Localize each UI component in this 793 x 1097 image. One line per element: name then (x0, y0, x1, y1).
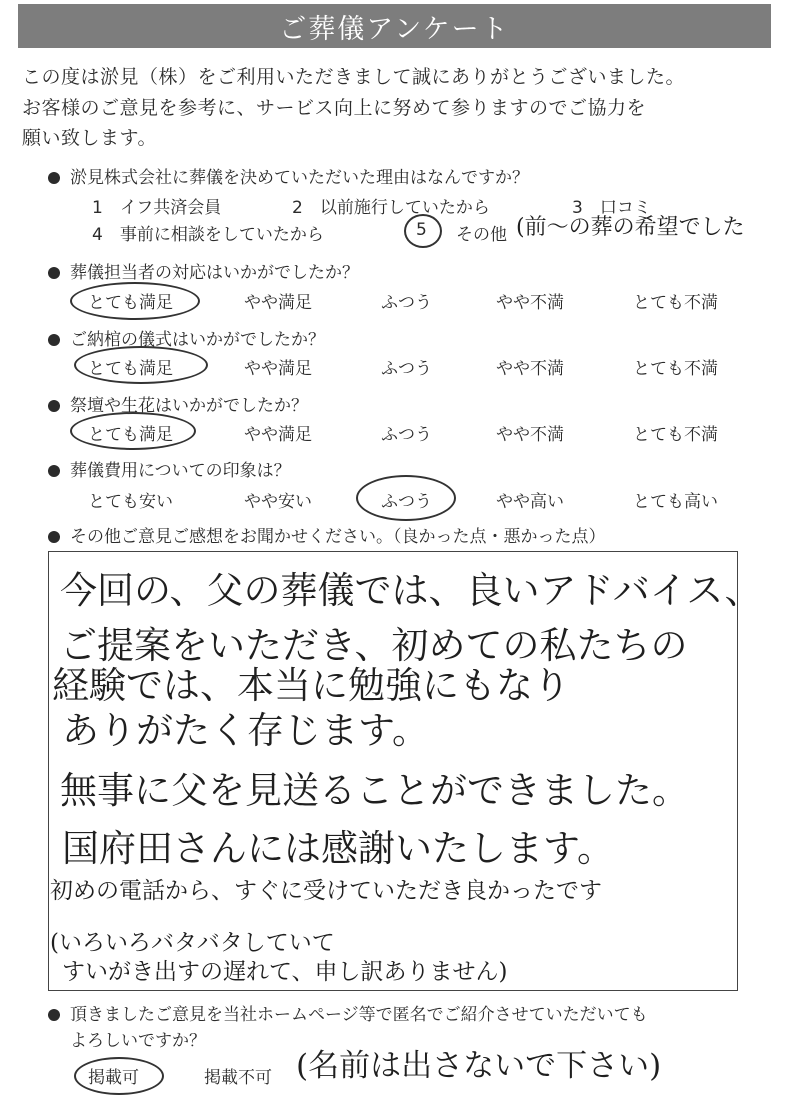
q4-question (48, 391, 308, 416)
q4-option-dissatisfied[interactable]: やや不満 (496, 425, 564, 445)
q4-option-satisfied[interactable]: やや満足 (244, 425, 312, 445)
q3-question (48, 325, 325, 350)
q1-option-1[interactable]: 1 イフ共済会員 (92, 198, 222, 218)
q1-question (48, 163, 529, 188)
q3-option-satisfied[interactable]: やや満足 (244, 359, 312, 379)
intro-line-2: お客様のご意見を参考に、サービス向上に努めて参りますのでご協力を (22, 97, 647, 119)
q5-option-cheap[interactable]: やや安い (244, 492, 312, 512)
bullet-icon (48, 267, 60, 279)
q2-option-neutral[interactable]: ふつう (381, 293, 432, 313)
q1-handwritten-answer: (前～の葬の希望でした (516, 215, 745, 240)
q4-option-neutral[interactable]: ふつう (381, 425, 432, 445)
page-title: ご葬儀アンケート (18, 4, 771, 48)
bullet-icon (48, 400, 60, 412)
q2-question-text: 葬儀担当者の対応はいかがでしたか？ (70, 263, 359, 283)
comment-line-8: (いろいろバタバタしていて (50, 930, 335, 956)
q4-option-very-dissatisfied[interactable]: とても不満 (633, 425, 718, 445)
bullet-icon (48, 1009, 60, 1021)
q5-option-very-cheap[interactable]: とても安い (88, 492, 173, 512)
q5-question (48, 456, 291, 481)
q4-question-text: 祭壇や生花はいかがでしたか？ (70, 396, 308, 416)
comment-line-6: 国府田さんには感謝いたします。 (62, 827, 615, 870)
q4-option-very-satisfied[interactable]: とても満足 (88, 425, 173, 445)
q2-option-very-satisfied[interactable]: とても満足 (88, 293, 173, 313)
comment-line-7: 初めの電話から、すぐに受けていただき良かったです (50, 878, 602, 904)
q7-question-text: 頂きましたご意見を当社ホームページ等で匿名でご紹介させていただいても (70, 1005, 648, 1025)
q7-option-disallow[interactable]: 掲載不可 (204, 1068, 272, 1088)
q7-question-line-2: よろしいですか？ (70, 1031, 206, 1051)
q7-handwritten-note: (名前は出さないで下さい) (296, 1048, 662, 1084)
comment-line-3: 経験では、本当に勉強にもなり (52, 664, 570, 707)
q3-option-dissatisfied[interactable]: やや不満 (496, 359, 564, 379)
comment-line-4: ありがたく存じます。 (62, 709, 430, 752)
q3-question-text: ご納棺の儀式はいかがでしたか？ (70, 330, 325, 350)
q2-option-very-dissatisfied[interactable]: とても不満 (633, 293, 718, 313)
q1-option-3[interactable]: 3 口コミ (572, 198, 651, 218)
q1-option-5-label[interactable]: その他 (456, 225, 507, 245)
comment-line-2: ご提案をいただき、初めての私たちの (60, 624, 688, 667)
q6-question (48, 522, 606, 547)
intro-line-1: この度は淤見（株）をご利用いただきまして誠にありがとうございました。 (22, 66, 686, 88)
q5-question-text: 葬儀費用についての印象は？ (70, 461, 291, 481)
q2-question (48, 258, 359, 283)
q7-option-allow[interactable]: 掲載可 (88, 1068, 139, 1088)
bullet-icon (48, 531, 60, 543)
comment-line-5: 無事に父を見送ることができました。 (60, 769, 689, 812)
q1-option-4[interactable]: 4 事前に相談をしていたから (92, 225, 324, 245)
q1-option-5-number[interactable]: 5 (416, 220, 427, 240)
q1-question-text: 淤見株式会社に葬儀を決めていただいた理由はなんですか？ (70, 168, 529, 188)
intro-line-3: 願い致します。 (22, 127, 157, 149)
comment-line-1: 今回の、父の葬儀では、良いアドバイス、 (60, 569, 762, 612)
q2-option-dissatisfied[interactable]: やや不満 (496, 293, 564, 313)
q5-option-expensive[interactable]: やや高い (496, 492, 564, 512)
comment-line-9: すいがき出すの遅れて、申し訳ありません) (62, 959, 508, 985)
q3-option-very-satisfied[interactable]: とても満足 (88, 359, 173, 379)
bullet-icon (48, 172, 60, 184)
q3-option-neutral[interactable]: ふつう (381, 359, 432, 379)
q7-question (48, 1000, 648, 1025)
q5-option-neutral[interactable]: ふつう (381, 492, 432, 512)
bullet-icon (48, 334, 60, 346)
bullet-icon (48, 465, 60, 477)
q2-option-satisfied[interactable]: やや満足 (244, 293, 312, 313)
q3-option-very-dissatisfied[interactable]: とても不満 (633, 359, 718, 379)
q6-question-text: その他ご意見ご感想をお聞かせください。（良かった点・悪かった点） (70, 527, 606, 547)
q1-option-2[interactable]: 2 以前施行していたから (292, 198, 490, 218)
q5-option-very-expensive[interactable]: とても高い (633, 492, 718, 512)
